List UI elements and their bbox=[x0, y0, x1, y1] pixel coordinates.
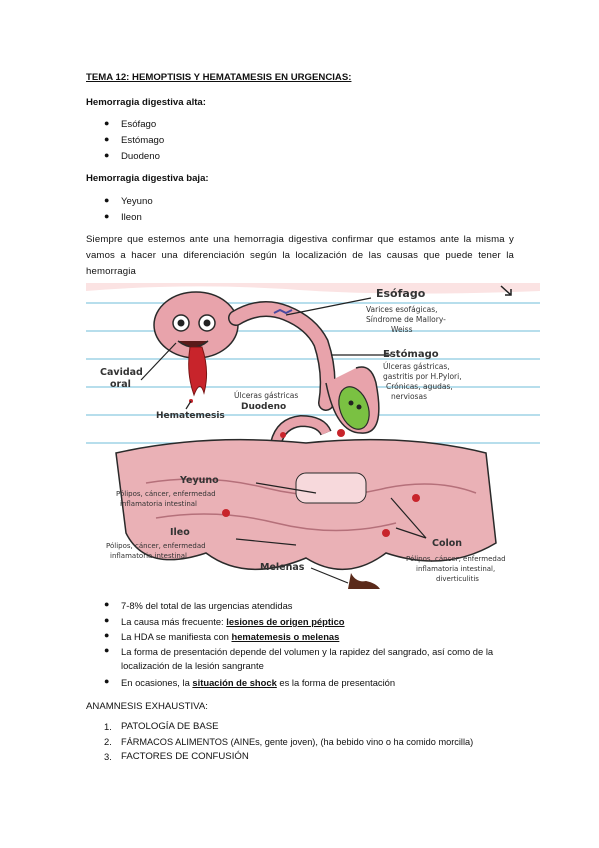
note-yeyuno: Pólipos, cáncer, enfermedad bbox=[116, 490, 216, 498]
label-duodeno: Duodeno bbox=[241, 402, 287, 412]
label-cavidad-oral: oral bbox=[110, 379, 131, 390]
note-duodeno: Úlceras gástricas bbox=[234, 391, 299, 400]
intro-paragraph: Siempre que estemos ante una hemorragia digestiva confirmar que estamos ante la misma y vamos a hacer una diferenciación según la localización de las causas que puede tener la hemorragia bbox=[86, 234, 514, 277]
note-estomago: gastritis por H.Pylori, bbox=[383, 372, 462, 381]
note-esofago: Varices esofágicas, bbox=[366, 305, 438, 314]
note-estomago: nerviosas bbox=[391, 392, 427, 401]
note-ileo: inflamatoria intestinal bbox=[110, 552, 187, 560]
alta-item: Duodeno bbox=[121, 151, 160, 162]
bullet-icon: ● bbox=[104, 150, 110, 160]
list-number: 1. bbox=[104, 721, 112, 732]
document-title: TEMA 12: HEMOPTISIS Y HEMATAMESIS EN URGENCIAS: bbox=[86, 72, 352, 83]
alta-item: Estómago bbox=[121, 135, 165, 146]
digestive-tract-illustration bbox=[86, 283, 540, 589]
baja-heading: Hemorragia digestiva baja: bbox=[86, 173, 209, 184]
fact-item: 7-8% del total de las urgencias atendidas bbox=[121, 600, 293, 611]
label-melenas: Melenas bbox=[260, 562, 305, 573]
label-ileo: Ileo bbox=[170, 527, 190, 538]
anamnesis-item: PATOLOGÍA DE BASE bbox=[121, 721, 219, 732]
baja-item: Yeyuno bbox=[121, 196, 153, 207]
bullet-icon: ● bbox=[104, 211, 110, 221]
note-colon: diverticulitis bbox=[436, 575, 479, 583]
label-estomago: Estómago bbox=[383, 349, 439, 360]
list-number: 3. bbox=[104, 751, 112, 762]
note-estomago: Úlceras gástricas, bbox=[383, 362, 450, 371]
note-colon: inflamatoria intestinal, bbox=[416, 565, 496, 573]
list-number: 2. bbox=[104, 736, 112, 747]
anamnesis-heading: ANAMNESIS EXHAUSTIVA: bbox=[86, 701, 208, 712]
bullet-icon: ● bbox=[104, 615, 110, 625]
label-hematemesis: Hematemesis bbox=[156, 411, 225, 421]
bullet-icon: ● bbox=[104, 599, 110, 609]
label-esofago: Esófago bbox=[376, 287, 426, 300]
label-cavidad-oral: Cavidad bbox=[100, 367, 143, 378]
fact-item: La forma de presentación depende del volumen y la rapidez del sangrado, así como de la localización de la lesión sangrante bbox=[121, 646, 494, 671]
anamnesis-item: FÁRMACOS ALIMENTOS (AINEs, gente joven), (ha bebido vino o ha comido morcilla) bbox=[121, 737, 474, 747]
baja-item: Ileon bbox=[121, 212, 142, 223]
note-esofago: Weiss bbox=[391, 325, 413, 334]
anamnesis-item: FACTORES DE CONFUSIÓN bbox=[121, 751, 249, 762]
fact-item: La causa más frecuente: lesiones de origen péptico bbox=[121, 616, 345, 627]
note-yeyuno: inflamatoria intestinal bbox=[120, 500, 197, 508]
note-esofago: Síndrome de Mallory- bbox=[366, 315, 446, 324]
bullet-icon: ● bbox=[104, 195, 110, 205]
bullet-icon: ● bbox=[104, 134, 110, 144]
label-colon: Colon bbox=[432, 538, 463, 549]
note-estomago: Crónicas, agudas, bbox=[386, 382, 453, 391]
label-yeyuno: Yeyuno bbox=[180, 475, 219, 486]
bullet-icon: ● bbox=[104, 676, 110, 686]
note-colon: Pólipos, cáncer, enfermedad bbox=[406, 555, 506, 563]
alta-item: Esófago bbox=[121, 119, 157, 130]
bullet-icon: ● bbox=[104, 118, 110, 128]
alta-heading: Hemorragia digestiva alta: bbox=[86, 97, 206, 108]
note-ileo: Pólipos, cáncer, enfermedad bbox=[106, 542, 206, 550]
bullet-icon: ● bbox=[104, 630, 110, 640]
fact-item: La HDA se manifiesta con hematemesis o melenas bbox=[121, 631, 340, 642]
fact-item: En ocasiones, la situación de shock es la forma de presentación bbox=[121, 677, 396, 688]
bullet-icon: ● bbox=[104, 645, 110, 655]
